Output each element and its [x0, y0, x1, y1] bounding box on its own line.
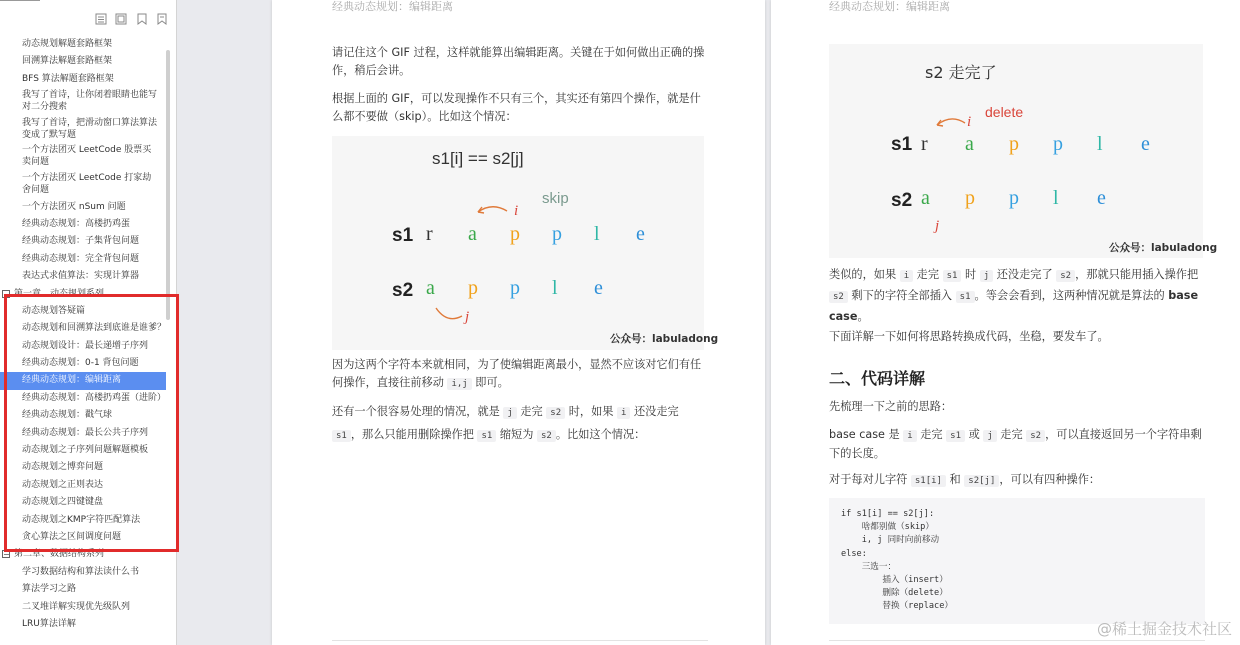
text: 即可。 — [471, 376, 509, 389]
string-char: e — [636, 223, 645, 245]
text: 类似的，如果 — [829, 268, 900, 281]
inline-code: s2 — [1026, 430, 1045, 442]
sidebar-item[interactable] — [0, 459, 166, 476]
sidebar-item[interactable] — [0, 143, 166, 171]
text: 还有一个很容易处理的情况，就是 — [332, 405, 504, 418]
sidebar-item-label: 回溯算法解题套路框架 — [22, 56, 113, 67]
outline-sidebar — [0, 0, 177, 645]
s1-characters — [921, 133, 1150, 155]
condition-label: s1[i] == s2[j] — [432, 149, 524, 168]
string-char: p — [965, 187, 975, 209]
sidebar-item-label: 二叉堆详解实现优先级队列 — [22, 601, 131, 612]
string-char: p — [552, 223, 562, 245]
string-char: r — [426, 223, 433, 245]
text: 走完 — [913, 268, 943, 281]
string-char: l — [552, 277, 558, 299]
string-char: p — [510, 223, 520, 245]
sidebar-item-label: 动态规划之四键键盘 — [22, 497, 104, 508]
collapse-toggle-icon[interactable]: − — [3, 289, 10, 299]
divider — [829, 640, 1205, 641]
sidebar-item-label: 动态规划之子序列问题解题模板 — [22, 445, 149, 456]
inline-code: j — [980, 270, 993, 282]
inline-code: s2 — [546, 407, 565, 419]
sidebar-item-label: 经典动态规划：高楼扔鸡蛋 — [22, 218, 131, 229]
inline-code: s1[i] — [911, 475, 946, 487]
sidebar-item[interactable] — [0, 36, 166, 53]
inline-code: s1 — [943, 270, 962, 282]
paragraph — [332, 356, 708, 393]
sidebar-item-label: 动态规划和回溯算法到底谁是谁爹？ — [22, 323, 167, 334]
sidebar-item[interactable] — [0, 233, 166, 250]
sidebar-item-label: LRU算法详解 — [22, 618, 76, 629]
sidebar-item[interactable] — [0, 407, 166, 424]
s2-characters — [426, 277, 603, 299]
text: ，可以直接返回另一个字符串剩下的长度。 — [829, 428, 1202, 460]
text: 。等会会看到，这两种情况就是算法的 — [974, 289, 1169, 302]
sidebar-item-label: 第二章、数据结构系列 — [14, 549, 105, 560]
delete-illustration — [829, 44, 1218, 258]
bookmark-icon[interactable] — [136, 13, 148, 25]
text: ，那么只能用删除操作把 — [350, 428, 478, 441]
text: 或 — [965, 428, 984, 441]
inline-code: j — [503, 407, 516, 419]
text: 缩短为 — [496, 428, 537, 441]
pointer-i: i — [514, 203, 519, 219]
document-page-left — [272, 0, 765, 645]
inline-code: s1 — [332, 430, 351, 442]
sidebar-item[interactable] — [0, 171, 166, 199]
text: 走完 — [916, 428, 947, 441]
inline-code: i — [903, 430, 916, 442]
string-char: a — [426, 277, 435, 299]
sidebar-item[interactable] — [0, 355, 166, 372]
text: 走完 — [996, 428, 1027, 441]
s1-label: s1 — [392, 225, 414, 246]
sidebar-item[interactable] — [0, 477, 166, 494]
sidebar-item-label: 动态规划之KMP字符匹配算法 — [22, 514, 141, 525]
sidebar-item-label: 一个方法团灭 LeetCode 打家劫舍问题 — [22, 172, 152, 195]
bookmark-outline-icon[interactable] — [156, 13, 168, 25]
sidebar-item-label: 经典动态规划：戳气球 — [22, 410, 113, 421]
bold-text: base case — [829, 289, 1199, 323]
s1-label: s1 — [891, 134, 913, 155]
text: ，那就只能用插入操作把 — [1075, 268, 1199, 281]
paragraph — [829, 426, 1209, 462]
operation-label: delete — [985, 104, 1024, 120]
sidebar-item-label: 经典动态规划：0-1 背包问题 — [22, 358, 139, 369]
string-char: a — [468, 223, 477, 245]
sidebar-item-label: 经典动态规划：编辑距离 — [22, 375, 122, 386]
sidebar-item[interactable] — [0, 338, 166, 355]
s2-label: s2 — [891, 190, 913, 211]
inline-code: s2[j] — [964, 475, 999, 487]
inline-code: i,j — [447, 378, 471, 390]
string-char: a — [921, 187, 930, 209]
text: 走完 — [516, 405, 547, 418]
s2-label: s2 — [392, 280, 414, 301]
delete-diagram — [829, 44, 1218, 258]
sidebar-item-label: 学习数据结构和算法读什么书 — [22, 566, 140, 577]
skip-diagram — [332, 136, 719, 350]
string-char: e — [1141, 133, 1150, 155]
text: 。 — [857, 310, 869, 323]
paragraph: 根据上面的 GIF，可以发现操作不只有三个，其实还有第四个操作，就是什么都不要做（skip）。比如这个情况： — [332, 92, 701, 123]
pointer-i: i — [967, 114, 972, 130]
skip-illustration — [332, 136, 719, 350]
sidebar-item-label: 动态规划之正则表达 — [22, 479, 104, 490]
sidebar-item-label: 动态规划解题套路框架 — [22, 39, 113, 49]
string-char: l — [594, 223, 600, 245]
sidebar-item-label: 表达式求值算法：实现计算器 — [22, 271, 140, 282]
paragraph: 请记住这个 GIF 过程，这样就能算出编辑距离。关键在于如何做出正确的操作，稍后会讲。 — [332, 46, 705, 77]
sidebar-item[interactable] — [0, 116, 166, 144]
expand-all-icon[interactable] — [95, 13, 107, 25]
string-char: r — [921, 133, 928, 155]
string-char: l — [1097, 133, 1103, 155]
s1-characters — [426, 223, 645, 245]
figure-credit: 公众号：labuladong — [1109, 242, 1218, 254]
text: ，可以有四种操作： — [999, 473, 1101, 486]
string-char: p — [468, 277, 478, 299]
code-block: if s1[i] == s2[j]: 啥都别做（skip） i, j 同时向前移动 else: 三选一： 插入（insert） 删除（delete） 替换（replace） — [829, 498, 1205, 624]
sidebar-item[interactable] — [0, 390, 166, 407]
inline-code: i — [900, 270, 913, 282]
sidebar-item[interactable] — [0, 442, 166, 459]
text: base case 是 — [829, 428, 904, 441]
inline-code: s2 — [829, 291, 848, 303]
sidebar-item[interactable] — [0, 251, 166, 268]
arrow-i — [937, 119, 965, 125]
sidebar-item[interactable] — [0, 320, 166, 337]
sidebar-item[interactable] — [0, 53, 166, 70]
sidebar-item[interactable] — [0, 599, 166, 616]
inline-code: s1 — [946, 430, 965, 442]
sidebar-scrollbar[interactable] — [166, 50, 170, 320]
text: 还没走完了 — [993, 268, 1057, 281]
sidebar-item-label: 经典动态规划：完全背包问题 — [22, 253, 140, 264]
sidebar-item[interactable] — [0, 425, 166, 442]
collapse-toggle-icon[interactable]: − — [3, 550, 10, 560]
inline-code: i — [617, 407, 630, 419]
string-char: a — [965, 133, 974, 155]
text: 剩下的字符全部插入 — [847, 289, 956, 302]
sidebar-item-label: 动态规划答疑篇 — [22, 305, 86, 316]
sidebar-item[interactable] — [0, 303, 166, 320]
sidebar-item-label: 动态规划之博弈问题 — [22, 462, 104, 473]
sidebar-item[interactable] — [0, 494, 166, 511]
pointer-j: j — [935, 218, 940, 234]
watermark: @稀土掘金技术社区 — [1096, 620, 1232, 638]
sidebar-item[interactable] — [0, 564, 166, 581]
string-char: l — [1053, 187, 1059, 209]
sidebar-item-label: BFS 算法解题套路框架 — [22, 73, 114, 84]
paragraph: 先梳理一下之前的思路： — [829, 400, 953, 413]
sidebar-item[interactable] — [0, 616, 166, 633]
operation-label: skip — [542, 190, 569, 207]
sidebar-item[interactable] — [0, 88, 166, 116]
string-char: e — [1097, 187, 1106, 209]
inline-code: j — [983, 430, 996, 442]
divider — [0, 0, 40, 1]
sidebar-item-label: 经典动态规划：最长公共子序列 — [22, 427, 149, 438]
text: 和 — [945, 473, 965, 486]
sidebar-item[interactable] — [0, 268, 166, 285]
text: 还没走完 — [630, 405, 679, 418]
sidebar-chapter[interactable] — [0, 546, 166, 563]
inline-code: s2 — [1056, 270, 1075, 282]
string-char: p — [1009, 133, 1019, 155]
sidebar-item[interactable] — [0, 512, 166, 529]
section-heading: 二、代码详解 — [829, 369, 926, 388]
sidebar-toolbar — [0, 0, 176, 36]
sidebar-item-label: 动态规划设计：最长递增子序列 — [22, 340, 149, 351]
document-page-right — [771, 0, 1240, 645]
text: 对于每对儿字符 — [829, 473, 911, 486]
divider — [332, 640, 708, 641]
string-char: p — [1009, 187, 1019, 209]
pointer-j: j — [465, 309, 470, 325]
sidebar-item[interactable] — [0, 529, 166, 546]
inline-code: s1 — [477, 430, 496, 442]
figure-title: s2 走完了 — [925, 63, 997, 82]
inline-code: s1 — [956, 291, 975, 303]
arrow-j — [436, 308, 462, 319]
sidebar-item[interactable] — [0, 372, 166, 389]
paragraph — [332, 401, 708, 447]
sidebar-item[interactable] — [0, 199, 166, 216]
string-char: p — [1053, 133, 1063, 155]
sidebar-item[interactable] — [0, 581, 166, 598]
sidebar-item-label: 我写了首诗，把滑动窗口算法算法变成了默写题 — [22, 117, 158, 140]
paragraph — [829, 471, 1209, 490]
sidebar-chapter[interactable] — [0, 286, 166, 303]
collapse-all-icon[interactable] — [115, 13, 127, 25]
text: 时 — [961, 268, 980, 281]
sidebar-item-label: 一个方法团灭 nSum 问题 — [22, 201, 126, 212]
sidebar-item[interactable] — [0, 71, 166, 88]
string-char: p — [510, 277, 520, 299]
paragraph — [829, 265, 1209, 326]
sidebar-item[interactable] — [0, 216, 166, 233]
sidebar-item-label: 贪心算法之区间调度问题 — [22, 531, 122, 542]
sidebar-item-label: 经典动态规划：子集背包问题 — [22, 236, 140, 247]
sidebar-item-label: 算法学习之路 — [22, 584, 77, 595]
outline-list — [0, 36, 166, 633]
string-char: e — [594, 277, 603, 299]
sidebar-item-label: 我写了首诗，让你闭着眼睛也能写对二分搜索 — [22, 90, 158, 112]
running-title: 经典动态规划：编辑距离 — [332, 0, 453, 13]
inline-code: s2 — [537, 430, 556, 442]
text: 时，如果 — [565, 405, 618, 418]
paragraph: 下面详解一下如何将思路转换成代码，坐稳，要发车了。 — [829, 330, 1109, 343]
running-title: 经典动态规划：编辑距离 — [829, 0, 950, 13]
sidebar-item-label: 第一章、动态规划系列 — [14, 288, 105, 299]
sidebar-item-label: 一个方法团灭 LeetCode 股票买卖问题 — [22, 145, 152, 168]
text: 。比如这个情况： — [555, 428, 646, 441]
s2-characters — [921, 187, 1106, 209]
text: 因为这两个字符本来就相同，为了使编辑距离最小，显然不应该对它们有任何操作，直接往前移动 — [332, 358, 702, 389]
sidebar-item-label: 经典动态规划：高楼扔鸡蛋（进阶） — [22, 392, 167, 403]
figure-credit: 公众号：labuladong — [610, 333, 719, 345]
